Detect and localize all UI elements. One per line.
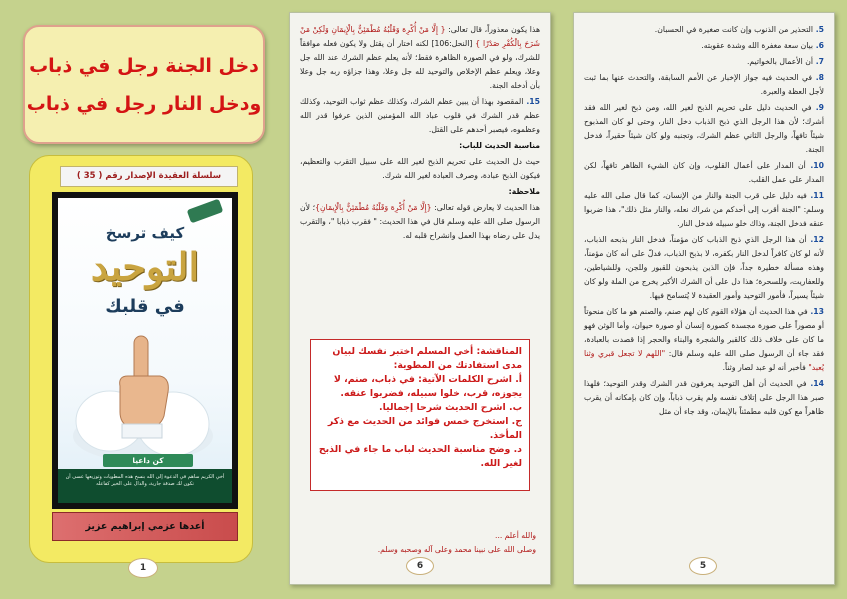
text-run: في هذا الحديث أن هؤلاء القوم كان لهم صنم، والصنم هو ما كان منحوتاً أو مصوراً على صورة مجسدة كصورة إنسان أو صورة حيوان، وأما الوثن فهو ما كان على خلاف ذلك كالقبر والشجرة والبناء والحجر إذا قصدت بالعبادة، فقد جاء أن الرسول صلى الله عليه وسلم قال: [584, 307, 824, 358]
text-run: { إِلَّا مَنْ أُكْرِهَ وَقَلْبُهُ مُطْمَئِنٌّ بِالْإِيمَانِ وَلَكِنْ مَنْ شَرَحَ بِالْكُفْرِ صَدْرًا } [300, 25, 540, 48]
cover-title-line: ودخل النار رجل في ذباب [26, 92, 262, 115]
closing-line: والله أعلم ... [495, 531, 536, 540]
raised-finger-hand-icon [68, 316, 218, 466]
discussion-item: ج. استخرج خمس فوائد من الحديث مع ذكر المأخذ. [327, 416, 522, 441]
book-main-title: التوحيد [90, 244, 200, 289]
author-bar: أعدها عزمي إبراهيم عزيز [52, 512, 238, 541]
cover-title-box [23, 25, 265, 144]
text-run: أن المدار على أعمال القلوب، وإن كان الشيء الظاهر تافهاً، لكن المدار على عمل القلب. [584, 161, 824, 184]
page-number-6: 6 [406, 557, 434, 575]
page-number-1: 1 [128, 558, 158, 578]
paragraph [584, 23, 824, 37]
ribbon-badge-icon [187, 199, 224, 224]
text-run: المقصود بهذا أن يبين عظم الشرك، وكذلك عظم ثواب التوحيد، وكذلك عظم قدر الشرك في قلوب عباد الله المؤمنين الذين عرفوا قدر الله وعظموه، فيصبر أحدهم على القتل. [300, 97, 540, 134]
page-number-5: 5 [689, 557, 717, 575]
text-run: في الحديث فيه جواز الإخبار عن الأمم السابقة، والتحدث عنها بما ثبت لأجل العظة والعبرة. [584, 73, 824, 96]
paragraph [584, 189, 824, 231]
paragraph [584, 39, 824, 53]
book-footer-text: أخي الكريم ساهم في الدعوة إلى الله بنسخ هذه المطويات وتوزيعها عسى أن تكون لك صدقة جارية، والدال على الخير كفاعله [58, 469, 232, 503]
book-cover-image [52, 192, 238, 509]
closing-text [304, 529, 536, 557]
item-number: 5. [813, 25, 824, 34]
paragraph [584, 55, 824, 69]
text-run: {إِلَّا مَنْ أُكْرِهَ وَقَلْبُهُ مُطْمَئِنٌّ بِالْإِيمَانِ} [315, 203, 432, 212]
item-number: 15. [523, 97, 540, 106]
text-run: بيان سعة مغفرة الله وشدة عقوبته. [701, 41, 814, 50]
item-number: 13. [807, 307, 824, 316]
text-run: مناسبة الحديث للباب: [459, 141, 540, 150]
book-cover-inner [58, 198, 232, 503]
page-6-body [300, 23, 540, 245]
discussion-item: أ. اشرح الكلمات الآتية: في ذباب، صنم، لا يجوزه، قرب، خلوا سبيله، فضربوا عنقه. [333, 374, 522, 399]
cover-title-line: دخل الجنة رجل في ذباب [29, 54, 259, 77]
series-label: سلسلة العقيدة الإصدار رقم ( 35 ) [60, 166, 238, 187]
item-number: 10. [805, 161, 824, 170]
paragraph [584, 377, 824, 419]
discussion-box [310, 339, 530, 491]
item-number: 14. [806, 379, 824, 388]
paragraph [300, 155, 540, 183]
paragraph [584, 305, 824, 375]
text-run: ؛ لأن الرسول صلى الله عليه وسلم قال في هذا الحديث: " فقرب ذبابا "، والتقرب يدل على رضاه بهذا العمل وانشراح قلبه له. [300, 203, 540, 240]
text-run: التحذير من الذنوب وإن كانت صغيرة في الحسبان. [654, 25, 814, 34]
book-subtitle-top: كيف ترسخ [105, 224, 185, 242]
text-run: [النحل:106] لكنه اختار أن يقتل ولا يكون فعله موافقاً للشرك، ولو في الصورة الظاهرة فقط؛ لأنه يعلم عظم الشرك عند الله جل وعلا، ويعلم عظم الإخلاص والتوحيد لله جل وعلا، وهذا جزاؤه ربه جل وعلا بأن أدخله الجنة. [300, 39, 540, 90]
book-footer-label: كن داعيا [103, 454, 193, 467]
text-run: فيه دليل على قرب الجنة والنار من الإنسان، كما قال صلى الله عليه وسلم: "الجنة أقرب إلى أحدكم من شراك نعله، والنار مثل ذلك"، هذا ضربوا عنقه فدخل الجنة، وذاك خلو سبيله فدخل النار. [584, 191, 824, 228]
paragraph [584, 159, 824, 187]
closing-line: وصلى الله على نبينا محمد وعلى آله وصحبه وسلم. [377, 545, 536, 554]
item-number: 6. [813, 41, 824, 50]
discussion-heading: المناقشة: أخي المسلم اختبر نفسك لبيان مدى استفادتك من المطوية: [332, 346, 522, 371]
text-run: فأخبر أنه لو عبد لصار وثناً. [722, 363, 809, 372]
paragraph [584, 233, 824, 303]
text-run: هذا يكون معذوراً، قال تعالى: [445, 25, 541, 34]
paragraph [584, 71, 824, 99]
item-number: 9. [811, 103, 824, 112]
paragraph [300, 23, 540, 93]
text-run: هذا الحديث لا يعارض قوله تعالى: [431, 203, 540, 212]
paragraph [584, 101, 824, 157]
page-5-body [584, 23, 824, 421]
text-run: في الحديث أن أهل التوحيد يعرفون قدر الشرك وقدر التوحيد؛ فلهذا صبر هذا الرجل على إتلاف نفسه ولم يقرب ذباباً، وإن كان بإمكانه أن يقرب ظاهراً مع كون قلبه مطمئناً بالإيمان، وقد جاء أن مثل [584, 379, 824, 416]
paragraph [300, 185, 540, 199]
discussion-item: د. وضح مناسبة الحديث لباب ما جاء في الذبح لغير الله. [318, 444, 522, 469]
text-run: "اللهم لا تجعل قبري وثنا يُعبد" [584, 349, 824, 372]
item-number: 12. [806, 235, 824, 244]
text-run: أن هذا الرجل الذي ذبح الذباب كان مؤمناً، فدخل النار بذبحه الذباب، لأنه لو كان كافراً لدخل النار بكفره، لا بذبح الذباب، فدلّ على أنه كان مؤمناً، وهذه مسألة خطيرة جداً، فإن الذين يذبحون للقبور وللجن، وللشياطين، وللعفاريت، وللسحرة؛ هذا دل على أن الشرك الأكبر يخرج من الملة ولو كان شيئاً يسيراً، فأمور التوحيد وأمور العقيدة لا يُتسامح فيها. [584, 235, 824, 300]
paragraph [300, 95, 540, 137]
paragraph [300, 201, 540, 243]
item-number: 11. [806, 191, 824, 200]
text-run: ملاحظة: [508, 187, 540, 196]
paragraph [300, 139, 540, 153]
book-subtitle-bottom: في قلبك [105, 296, 185, 317]
text-page-6 [289, 12, 551, 585]
item-number: 8. [812, 73, 824, 82]
text-run: حيث دل الحديث على تحريم الذبح لغير الله على سبيل التقرب والتعظيم، فيكون الذبح عبادة، وصرف العبادة لغير الله شرك. [300, 157, 540, 180]
text-run: في الحديث دليل على تحريم الذبح لغير الله، ومن ذبح لغير الله فقد أشرك؛ لأن هذا الرجل الذي ذبح الذباب دخل النار، وحتى لو كان المذبوح شيئاً تافهاً، والرجل الثاني عظم الشرك، وتجنبه ولو كان شيئاً حقيراً، فدخل الجنة. [584, 103, 824, 154]
text-page-5 [573, 12, 835, 585]
text-run: أن الأعمال بالخواتيم. [746, 57, 814, 66]
item-number: 7. [813, 57, 824, 66]
discussion-item: ب. اشرح الحديث شرحا إجماليا. [379, 402, 522, 413]
